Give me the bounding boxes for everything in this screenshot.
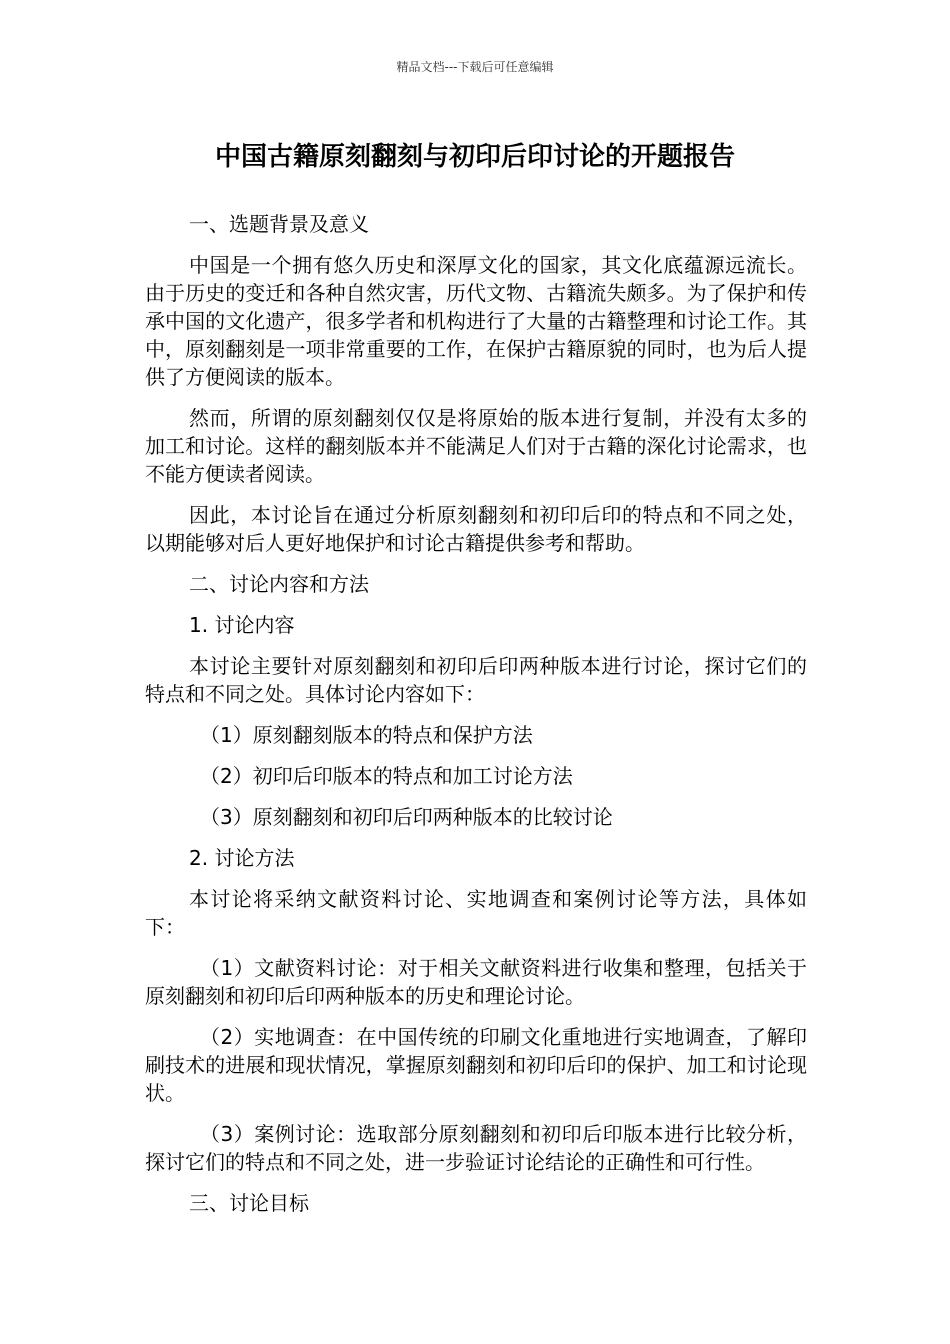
paragraph-content-intro: 本讨论主要针对原刻翻刻和初印后印两种版本进行讨论，探讨它们的特点和不同之处。具体讨论内容如下： [145,654,807,706]
content-item-1: （1）原刻翻刻版本的特点和保护方法 [200,723,533,747]
subheading-method: 2. 讨论方法 [189,846,295,870]
paragraph-background-2: 然而，所谓的原刻翻刻仅仅是将原始的版本进行复制，并没有太多的加工和讨论。这样的翻刻版本并不能满足人们对于古籍的深化讨论需求，也不能方便读者阅读。 [145,406,807,486]
document-title: 中国古籍原刻翻刻与初印后印讨论的开题报告 [214,142,735,172]
content-item-3: （3）原刻翻刻和初印后印两种版本的比较讨论 [200,805,613,829]
method-item-3: （3）案例讨论：选取部分原刻翻刻和初印后印版本进行比较分析，探讨它们的特点和不同之处，进一步验证讨论结论的正确性和可行性。 [145,1122,807,1174]
section-heading-background: 一、选题背景及意义 [189,212,369,236]
subheading-content: 1. 讨论内容 [189,613,295,637]
method-item-1: （1）文献资料讨论：对于相关文献资料进行收集和整理，包括关于原刻翻刻和初印后印两种版本的历史和理论讨论。 [145,956,807,1008]
section-heading-content-method: 二、讨论内容和方法 [189,572,369,596]
section-heading-goals: 三、讨论目标 [189,1191,309,1215]
paragraph-background-1: 中国是一个拥有悠久历史和深厚文化的国家，其文化底蕴源远流长。由于历史的变迁和各种自然灾害，历代文物、古籍流失颇多。为了保护和传承中国的文化遗产，很多学者和机构进行了大量的古籍整理和讨论工作。其中，原刻翻刻是一项非常重要的工作，在保护古籍原貌的同时，也为后人提供了方便阅读的版本。 [145,253,807,389]
paragraph-background-3: 因此，本讨论旨在通过分析原刻翻刻和初印后印的特点和不同之处，以期能够对后人更好地保护和讨论古籍提供参考和帮助。 [145,503,807,555]
method-item-2: （2）实地调查：在中国传统的印刷文化重地进行实地调查，了解印刷技术的进展和现状情况，掌握原刻翻刻和初印后印的保护、加工和讨论现状。 [145,1025,807,1105]
paragraph-method-intro: 本讨论将采纳文献资料讨论、实地调查和案例讨论等方法，具体如下： [145,887,807,939]
document-body [145,210,807,1230]
content-item-2: （2）初印后印版本的特点和加工讨论方法 [200,764,573,788]
header-note: 精品文档---下载后可任意编辑 [396,60,554,74]
